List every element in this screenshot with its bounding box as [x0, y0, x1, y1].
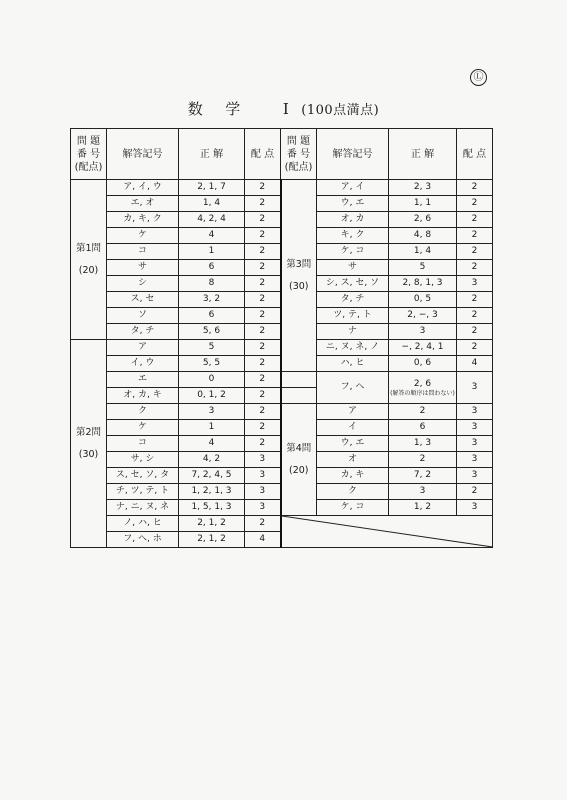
header-question-left — [71, 129, 107, 180]
answer-points: 3 — [457, 468, 493, 484]
answer-order-note: (解答の順序は問わない) — [390, 389, 455, 397]
header-row — [71, 129, 493, 180]
answer-value-with-note — [389, 372, 457, 404]
table-row — [71, 404, 493, 420]
answer-code: ア, イ — [317, 180, 389, 196]
answer-points: 3 — [245, 452, 281, 468]
answer-points: 2 — [245, 212, 281, 228]
answer-code: タ, チ — [317, 292, 389, 308]
question-3-continued-cell — [281, 372, 317, 388]
header-question-line3: (配点) — [284, 161, 313, 173]
answer-value: 2, −, 3 — [389, 308, 457, 324]
answer-points: 2 — [245, 276, 281, 292]
answer-code: コ — [107, 244, 179, 260]
answer-code: サ, シ — [107, 452, 179, 468]
answer-value: 2, 8, 1, 3 — [389, 276, 457, 292]
answer-code: ノ, ハ, ヒ — [107, 516, 179, 532]
answer-value: 7, 2, 4, 5 — [179, 468, 245, 484]
answer-value: 4 — [179, 436, 245, 452]
answer-table — [70, 128, 493, 548]
question-4-points: (20) — [288, 464, 309, 476]
answer-code: エ — [107, 372, 179, 388]
answer-code: ス, セ — [107, 292, 179, 308]
answer-value: 3 — [179, 404, 245, 420]
answer-points: 2 — [457, 212, 493, 228]
answer-points: 3 — [457, 276, 493, 292]
answer-value: 4, 8 — [389, 228, 457, 244]
empty-diagonal-cell — [281, 516, 493, 548]
answer-code: サ — [107, 260, 179, 276]
answer-points: 2 — [457, 308, 493, 324]
answer-points: 2 — [245, 388, 281, 404]
answer-value: 1, 2 — [389, 500, 457, 516]
answer-points: 2 — [245, 292, 281, 308]
answer-code: ソ — [107, 308, 179, 324]
answer-value: 0, 5 — [389, 292, 457, 308]
answer-code: ナ, ニ, ヌ, ネ — [107, 500, 179, 516]
answer-value: 3 — [389, 324, 457, 340]
header-answer-left: 正 解 — [179, 129, 245, 180]
answer-points: 2 — [245, 196, 281, 212]
question-3-points: (30) — [288, 280, 309, 292]
answer-value: 1, 4 — [389, 244, 457, 260]
answer-points: 3 — [457, 372, 493, 404]
answer-code: タ, チ — [107, 324, 179, 340]
answer-points: 2 — [245, 180, 281, 196]
answer-code: ク — [317, 484, 389, 500]
answer-code: ツ, テ, ト — [317, 308, 389, 324]
header-question-line3: (配点) — [74, 161, 103, 173]
answer-points: 2 — [245, 324, 281, 340]
question-2-points: (30) — [78, 448, 99, 460]
answer-value: 5 — [179, 340, 245, 356]
answer-points: 3 — [245, 500, 281, 516]
answer-points: 2 — [245, 340, 281, 356]
answer-code: ク — [107, 404, 179, 420]
answer-points: 2 — [457, 324, 493, 340]
answer-code: オ — [317, 452, 389, 468]
answer-code: ア — [107, 340, 179, 356]
header-question-right — [281, 129, 317, 180]
answer-value: 1 — [179, 244, 245, 260]
answer-value: 6 — [389, 420, 457, 436]
answer-code: ケ, コ — [317, 244, 389, 260]
header-points-right: 配 点 — [457, 129, 493, 180]
answer-value: 1, 4 — [179, 196, 245, 212]
diagonal-line — [282, 516, 493, 547]
answer-value: 6 — [179, 260, 245, 276]
question-1-label: 第1問 — [75, 242, 102, 254]
answer-code: コ — [107, 436, 179, 452]
header-question-line1: 問 題 — [76, 135, 101, 147]
answer-code: ウ, エ — [317, 436, 389, 452]
header-answer-right: 正 解 — [389, 129, 457, 180]
question-1-points: (20) — [78, 264, 99, 276]
question-4-cell — [281, 404, 317, 516]
answer-code: オ, カ — [317, 212, 389, 228]
answer-value: 1 — [179, 420, 245, 436]
answer-code: フ, ヘ — [317, 372, 389, 404]
answer-code: ニ, ヌ, ネ, ノ — [317, 340, 389, 356]
answer-code: カ, キ — [317, 468, 389, 484]
title-subject-1: 数 — [187, 100, 204, 118]
answer-value: 5, 6 — [179, 324, 245, 340]
answer-points: 2 — [245, 372, 281, 388]
answer-value: 0, 1, 2 — [179, 388, 245, 404]
title-subject-2: 学 — [225, 100, 241, 118]
answer-points: 4 — [457, 356, 493, 372]
answer-code: イ, ウ — [107, 356, 179, 372]
answer-points: 3 — [457, 500, 493, 516]
answer-code: ハ, ヒ — [317, 356, 389, 372]
answer-points: 2 — [457, 180, 493, 196]
answer-value: −, 2, 4, 1 — [389, 340, 457, 356]
answer-points: 2 — [245, 404, 281, 420]
table-row — [71, 180, 493, 196]
answer-value: 1, 5, 1, 3 — [179, 500, 245, 516]
answer-code: フ, ヘ, ホ — [107, 532, 179, 548]
answer-code: シ, ス, セ, ソ — [317, 276, 389, 292]
answer-points: 3 — [245, 484, 281, 500]
header-question-line2: 番 号 — [286, 148, 311, 160]
answer-code: キ, ク — [317, 228, 389, 244]
answer-points: 2 — [457, 228, 493, 244]
answer-value: 0 — [179, 372, 245, 388]
answer-code: ウ, エ — [317, 196, 389, 212]
answer-value: 0, 6 — [389, 356, 457, 372]
answer-value: 4, 2, 4 — [179, 212, 245, 228]
answer-value: 3 — [389, 484, 457, 500]
answer-code: サ — [317, 260, 389, 276]
answer-points: 2 — [245, 436, 281, 452]
question-1-cell — [71, 180, 107, 340]
header-points-left: 配 点 — [245, 129, 281, 180]
answer-points: 3 — [457, 420, 493, 436]
question-3-continued-cell — [281, 388, 317, 404]
answer-points: 2 — [457, 292, 493, 308]
table-row — [71, 516, 493, 532]
page-title — [0, 98, 567, 119]
answer-points: 3 — [245, 468, 281, 484]
answer-points: 3 — [457, 404, 493, 420]
question-3-cell — [281, 180, 317, 372]
header-question-line1: 問 題 — [286, 135, 311, 147]
answer-value: 3, 2 — [179, 292, 245, 308]
answer-code: イ — [317, 420, 389, 436]
table-row — [71, 372, 493, 388]
answer-value: 2, 6 — [389, 212, 457, 228]
answer-code: オ, カ, キ — [107, 388, 179, 404]
answer-points: 2 — [245, 356, 281, 372]
answer-code: ア, イ, ウ — [107, 180, 179, 196]
answer-points: 2 — [457, 260, 493, 276]
answer-code: エ, オ — [107, 196, 179, 212]
question-3-label: 第3問 — [286, 258, 312, 270]
header-answer-code-left: 解答記号 — [107, 129, 179, 180]
answer-points: 2 — [457, 484, 493, 500]
answer-value: 2, 3 — [389, 180, 457, 196]
answer-points: 2 — [245, 260, 281, 276]
answer-points: 2 — [245, 420, 281, 436]
answer-points: 2 — [457, 340, 493, 356]
answer-value: 8 — [179, 276, 245, 292]
answer-points: 2 — [457, 244, 493, 260]
corner-mark: Ⓛ — [470, 69, 487, 86]
answer-code: ア — [317, 404, 389, 420]
answer-value: 2, 1, 2 — [179, 516, 245, 532]
answer-value: 2, 6 — [413, 378, 432, 389]
answer-points: 3 — [457, 436, 493, 452]
answer-code: チ, ツ, テ, ト — [107, 484, 179, 500]
answer-code: カ, キ, ク — [107, 212, 179, 228]
question-4-label: 第4問 — [286, 442, 312, 454]
answer-code: ケ, コ — [317, 500, 389, 516]
answer-value: 2 — [389, 452, 457, 468]
answer-points: 4 — [245, 532, 281, 548]
answer-code: ス, セ, ソ, タ — [107, 468, 179, 484]
title-numeral: Ⅰ — [282, 100, 290, 118]
answer-value: 6 — [179, 308, 245, 324]
answer-points: 2 — [245, 228, 281, 244]
answer-points: 2 — [245, 308, 281, 324]
answer-value: 2, 1, 7 — [179, 180, 245, 196]
answer-value: 2, 1, 2 — [179, 532, 245, 548]
answer-points: 3 — [457, 452, 493, 468]
answer-code: ナ — [317, 324, 389, 340]
answer-points: 2 — [245, 244, 281, 260]
answer-value: 1, 1 — [389, 196, 457, 212]
header-question-line2: 番 号 — [76, 148, 101, 160]
answer-value: 4 — [179, 228, 245, 244]
answer-value: 1, 2, 1, 3 — [179, 484, 245, 500]
answer-value: 2 — [389, 404, 457, 420]
answer-code: シ — [107, 276, 179, 292]
answer-value: 1, 3 — [389, 436, 457, 452]
answer-value: 7, 2 — [389, 468, 457, 484]
answer-points: 2 — [245, 516, 281, 532]
answer-value: 4, 2 — [179, 452, 245, 468]
question-2-cell — [71, 340, 107, 548]
answer-code: ケ — [107, 228, 179, 244]
answer-code: ケ — [107, 420, 179, 436]
header-answer-code-right: 解答記号 — [317, 129, 389, 180]
title-total: (100点満点) — [301, 103, 380, 118]
answer-value: 5 — [389, 260, 457, 276]
answer-points: 2 — [457, 196, 493, 212]
answer-value: 5, 5 — [179, 356, 245, 372]
question-2-label: 第2問 — [75, 426, 102, 438]
